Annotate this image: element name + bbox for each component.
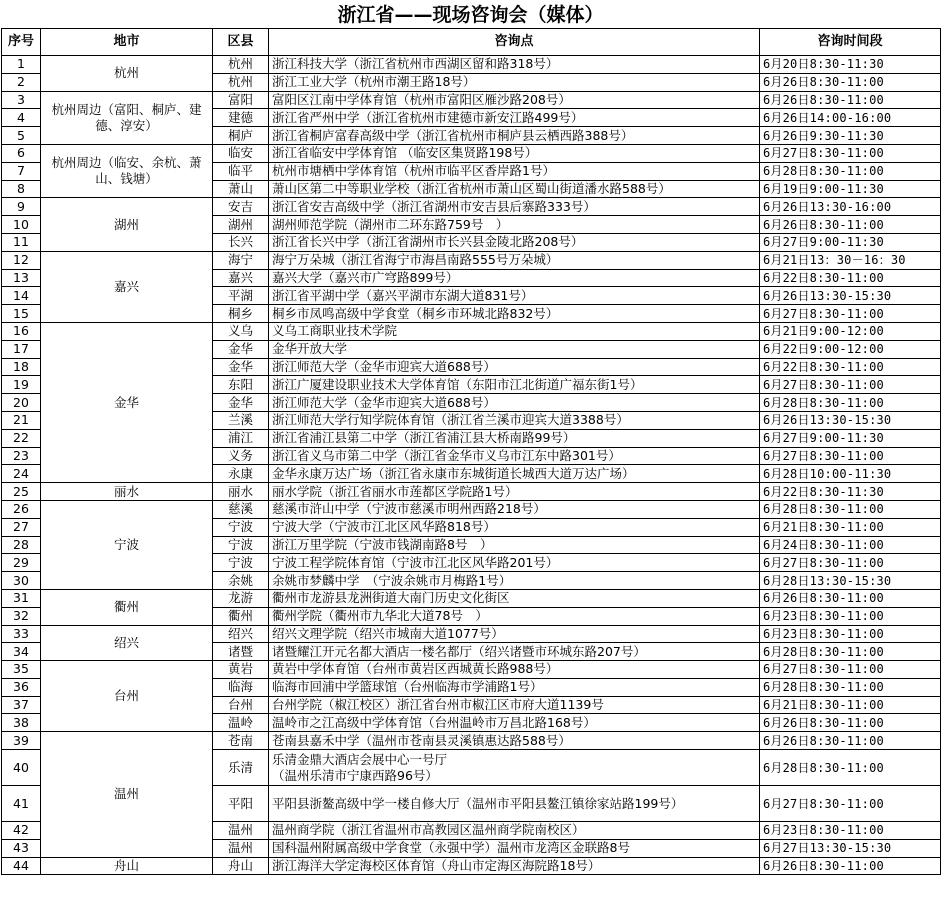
time-cell: 6月27日8:30-11:00 [760,447,941,465]
city-cell: 绍兴 [41,625,213,661]
place-cell: 慈溪市浒山中学（宁波市慈溪市明州西路218号） [269,500,760,518]
row-number: 32 [2,607,41,625]
county-cell: 舟山 [213,857,269,875]
time-cell: 6月27日9:00-11:30 [760,429,941,447]
time-cell: 6月27日8:30-11:00 [760,554,941,572]
table-row [2,144,941,162]
city-cell: 丽水 [41,483,213,501]
city-cell: 衢州 [41,589,213,625]
place-cell: 浙江科技大学（浙江省杭州市西湖区留和路318号） [269,56,760,74]
time-cell: 6月22日8:30-11:00 [760,269,941,287]
county-cell: 浦江 [213,429,269,447]
county-cell: 台州 [213,696,269,714]
county-cell: 兰溪 [213,411,269,429]
time-cell: 6月24日8:30-11:00 [760,536,941,554]
row-number: 12 [2,251,41,269]
time-cell: 6月27日8:30-11:00 [760,144,941,162]
place-cell: 温岭市之江高级中学体育馆（台州温岭市万昌北路168号） [269,714,760,732]
time-cell: 6月26日9:30-11:30 [760,127,941,145]
place-cell: 浙江万里学院（宁波市钱湖南路8号 ） [269,536,760,554]
time-cell: 6月26日8:30-11:00 [760,91,941,109]
city-cell: 湖州 [41,198,213,251]
county-cell: 建德 [213,109,269,127]
time-cell: 6月27日8:30-11:00 [760,305,941,323]
county-cell: 临海 [213,678,269,696]
city-cell: 宁波 [41,500,213,589]
county-cell: 金华 [213,358,269,376]
time-cell: 6月27日8:30-11:00 [760,786,941,822]
row-number: 2 [2,73,41,91]
place-cell: 国科温州附属高级中学食堂（永强中学）温州市龙湾区金联路8号 [269,839,760,857]
place-cell: 浙江省临安中学体育馆 （临安区集贤路198号） [269,144,760,162]
county-cell: 衢州 [213,607,269,625]
time-cell: 6月26日8:30-11:00 [760,714,941,732]
place-cell: 桐乡市凤鸣高级中学食堂（桐乡市环城北路832号） [269,305,760,323]
city-cell: 杭州周边（富阳、桐庐、建德、淳安） [41,91,213,144]
county-cell: 杭州 [213,56,269,74]
place-cell: 临海市回浦中学篮球馆（台州临海市学浦路1号） [269,678,760,696]
row-number: 25 [2,483,41,501]
county-cell: 湖州 [213,216,269,234]
row-number: 6 [2,144,41,162]
row-number: 17 [2,340,41,358]
place-cell: 绍兴文理学院（绍兴市城南大道1077号） [269,625,760,643]
county-cell: 苍南 [213,732,269,750]
time-cell: 6月26日8:30-11:00 [760,857,941,875]
place-cell: 义乌工商职业技术学院 [269,322,760,340]
time-cell: 6月28日8:30-11:00 [760,643,941,661]
row-number: 29 [2,554,41,572]
city-cell: 舟山 [41,857,213,875]
table-row [2,56,941,74]
place-cell: 台州学院（椒江校区）浙江省台州市椒江区市府大道1139号 [269,696,760,714]
row-number: 31 [2,589,41,607]
row-number: 9 [2,198,41,216]
time-cell: 6月21日9:00-12:00 [760,322,941,340]
time-cell: 6月27日13:30-15:30 [760,839,941,857]
place-cell: 宁波工程学院体育馆（宁波市江北区风华路201号） [269,554,760,572]
row-number: 26 [2,500,41,518]
row-number: 24 [2,465,41,483]
county-cell: 富阳 [213,91,269,109]
row-number: 35 [2,661,41,679]
place-cell: 平阳县浙鳌高级中学一楼自修大厅（温州市平阳县鳌江镇徐家站路199号） [269,786,760,822]
time-cell: 6月26日13:30-15:30 [760,411,941,429]
county-cell: 温州 [213,839,269,857]
place-cell: 温州商学院（浙江省温州市高教园区温州商学院南校区） [269,822,760,840]
place-cell: 诸暨耀江开元名都大酒店一楼名都厅（绍兴诸暨市环城东路207号） [269,643,760,661]
time-cell: 6月26日13:30-15:30 [760,287,941,305]
city-cell: 杭州周边（临安、余杭、萧山、钱塘） [41,144,213,197]
time-cell: 6月21日8:30-11:00 [760,696,941,714]
time-cell: 6月26日8:30-11:00 [760,216,941,234]
county-cell: 平阳 [213,786,269,822]
county-cell: 金华 [213,394,269,412]
time-cell: 6月27日8:30-11:00 [760,376,941,394]
county-cell: 临平 [213,162,269,180]
time-cell: 6月28日8:30-11:00 [760,678,941,696]
place-cell: 浙江师范大学（金华市迎宾大道688号） [269,394,760,412]
table-body [2,56,941,875]
page-title: 浙江省——现场咨询会（媒体） [337,4,604,26]
county-cell: 永康 [213,465,269,483]
row-number: 1 [2,56,41,74]
county-cell: 桐庐 [213,127,269,145]
time-cell: 6月27日9:00-11:30 [760,233,941,251]
table-row [2,857,941,875]
county-cell: 安吉 [213,198,269,216]
time-cell: 6月22日8:30-11:30 [760,483,941,501]
row-number: 19 [2,376,41,394]
time-cell: 6月20日8:30-11:30 [760,56,941,74]
time-cell: 6月26日8:30-11:00 [760,73,941,91]
time-cell: 6月22日8:30-11:00 [760,358,941,376]
time-cell: 6月28日13:30-15:30 [760,572,941,590]
row-number: 28 [2,536,41,554]
table-row [2,251,941,269]
place-cell: 衢州市龙游县龙洲街道大南门历史文化街区 [269,589,760,607]
row-number: 34 [2,643,41,661]
place-cell: 浙江省桐庐富春高级中学（浙江省杭州市桐庐县云栖西路388号） [269,127,760,145]
county-cell: 黄岩 [213,661,269,679]
row-number: 8 [2,180,41,198]
county-cell: 杭州 [213,73,269,91]
row-number: 18 [2,358,41,376]
place-cell: 浙江工业大学（杭州市潮王路18号） [269,73,760,91]
header-time: 咨询时间段 [760,29,941,56]
time-cell: 6月21日13：30－16：30 [760,251,941,269]
place-cell: 杭州市塘栖中学体育馆（杭州市临平区香岸路1号） [269,162,760,180]
row-number: 14 [2,287,41,305]
place-cell: 金华永康万达广场（浙江省永康市东城街道长城西大道万达广场） [269,465,760,483]
row-number: 43 [2,839,41,857]
county-cell: 萧山 [213,180,269,198]
time-cell: 6月28日10:00-11:30 [760,465,941,483]
place-cell: 浙江省平湖中学（嘉兴平湖市东湖大道831号） [269,287,760,305]
county-cell: 桐乡 [213,305,269,323]
row-number: 10 [2,216,41,234]
table-row [2,483,941,501]
county-cell: 长兴 [213,233,269,251]
row-number: 27 [2,518,41,536]
county-cell: 慈溪 [213,500,269,518]
place-cell: 余姚市梦麟中学 （宁波余姚市月梅路1号） [269,572,760,590]
header-city: 地市 [41,29,213,56]
county-cell: 丽水 [213,483,269,501]
county-cell: 龙游 [213,589,269,607]
place-cell: 苍南县嘉禾中学（温州市苍南县灵溪镇惠达路588号） [269,732,760,750]
county-cell: 义乌 [213,322,269,340]
table-header-row [2,29,941,56]
county-cell: 临安 [213,144,269,162]
table-row [2,661,941,679]
time-cell: 6月27日8:30-11:00 [760,661,941,679]
header-county: 区县 [213,29,269,56]
county-cell: 宁波 [213,518,269,536]
county-cell: 宁波 [213,536,269,554]
time-cell: 6月21日8:30-11:00 [760,518,941,536]
county-cell: 温岭 [213,714,269,732]
time-cell: 6月23日8:30-11:00 [760,607,941,625]
place-cell: 衢州学院（衢州市九华北大道78号 ） [269,607,760,625]
table-row [2,732,941,750]
row-number: 37 [2,696,41,714]
city-cell: 杭州 [41,56,213,92]
row-number: 33 [2,625,41,643]
city-cell: 嘉兴 [41,251,213,322]
row-number: 42 [2,822,41,840]
county-cell: 东阳 [213,376,269,394]
place-cell: 萧山区第二中等职业学校（浙江省杭州市萧山区蜀山街道潘水路588号） [269,180,760,198]
row-number: 3 [2,91,41,109]
row-number: 4 [2,109,41,127]
time-cell: 6月26日14:00-16:00 [760,109,941,127]
place-cell: 宁波大学（宁波市江北区风华路818号） [269,518,760,536]
place-cell: 黄岩中学体育馆（台州市黄岩区西城黄长路988号） [269,661,760,679]
county-cell: 乐清 [213,750,269,786]
time-cell: 6月26日13:30-16:00 [760,198,941,216]
time-cell: 6月26日8:30-11:00 [760,589,941,607]
county-cell: 平湖 [213,287,269,305]
row-number: 16 [2,322,41,340]
time-cell: 6月22日9:00-12:00 [760,340,941,358]
county-cell: 余姚 [213,572,269,590]
row-number: 39 [2,732,41,750]
table-row [2,500,941,518]
row-number: 40 [2,750,41,786]
row-number: 36 [2,678,41,696]
county-cell: 义务 [213,447,269,465]
place-cell: 湖州师范学院（湖州市二环东路759号 ） [269,216,760,234]
place-cell: 浙江师范大学行知学院体育馆（浙江省兰溪市迎宾大道3388号） [269,411,760,429]
place-cell: 浙江省义乌市第二中学（浙江省金华市义乌市江东中路301号） [269,447,760,465]
place-cell: 浙江省安吉高级中学（浙江省湖州市安吉县后寨路333号） [269,198,760,216]
time-cell: 6月28日8:30-11:00 [760,500,941,518]
table-row [2,589,941,607]
time-cell: 6月28日8:30-11:00 [760,394,941,412]
row-number: 13 [2,269,41,287]
row-number: 44 [2,857,41,875]
row-number: 5 [2,127,41,145]
table-row [2,322,941,340]
county-cell: 海宁 [213,251,269,269]
county-cell: 金华 [213,340,269,358]
table-row [2,91,941,109]
city-cell: 金华 [41,322,213,482]
place-cell: 乐清金鼎大酒店会展中心一号厅 （温州乐清市宁康西路96号） [269,750,760,786]
row-number: 11 [2,233,41,251]
place-cell: 嘉兴大学（嘉兴市广穹路899号） [269,269,760,287]
county-cell: 嘉兴 [213,269,269,287]
row-number: 15 [2,305,41,323]
city-cell: 温州 [41,732,213,857]
place-cell: 富阳区江南中学体育馆（杭州市富阳区雁沙路208号） [269,91,760,109]
time-cell: 6月28日8:30-11:00 [760,750,941,786]
header-no: 序号 [2,29,41,56]
place-cell: 浙江省浦江县第二中学（浙江省浦江县大桥南路99号） [269,429,760,447]
county-cell: 温州 [213,822,269,840]
county-cell: 宁波 [213,554,269,572]
place-cell: 浙江海洋大学定海校区体育馆（舟山市定海区海院路18号） [269,857,760,875]
county-cell: 绍兴 [213,625,269,643]
place-cell: 金华开放大学 [269,340,760,358]
time-cell: 6月19日9:00-11:30 [760,180,941,198]
time-cell: 6月23日8:30-11:00 [760,822,941,840]
time-cell: 6月23日8:30-11:00 [760,625,941,643]
header-place: 咨询点 [269,29,760,56]
time-cell: 6月26日8:30-11:00 [760,732,941,750]
row-number: 21 [2,411,41,429]
place-cell: 浙江省严州中学（浙江省杭州市建德市新安江路499号） [269,109,760,127]
place-cell: 浙江师范大学（金华市迎宾大道688号） [269,358,760,376]
place-cell: 浙江广厦建设职业技术大学体育馆（东阳市江北街道广福东街1号） [269,376,760,394]
time-cell: 6月28日8:30-11:00 [760,162,941,180]
county-cell: 诸暨 [213,643,269,661]
row-number: 30 [2,572,41,590]
table-row [2,198,941,216]
row-number: 20 [2,394,41,412]
row-number: 23 [2,447,41,465]
row-number: 38 [2,714,41,732]
row-number: 7 [2,162,41,180]
place-cell: 丽水学院（浙江省丽水市莲都区学院路1号） [269,483,760,501]
city-cell: 台州 [41,661,213,732]
table-row [2,625,941,643]
row-number: 41 [2,786,41,822]
place-cell: 浙江省长兴中学（浙江省湖州市长兴县金陵北路208号） [269,233,760,251]
place-cell: 海宁万朵城（浙江省海宁市海昌南路555号万朵城） [269,251,760,269]
consultation-table [1,28,941,875]
row-number: 22 [2,429,41,447]
